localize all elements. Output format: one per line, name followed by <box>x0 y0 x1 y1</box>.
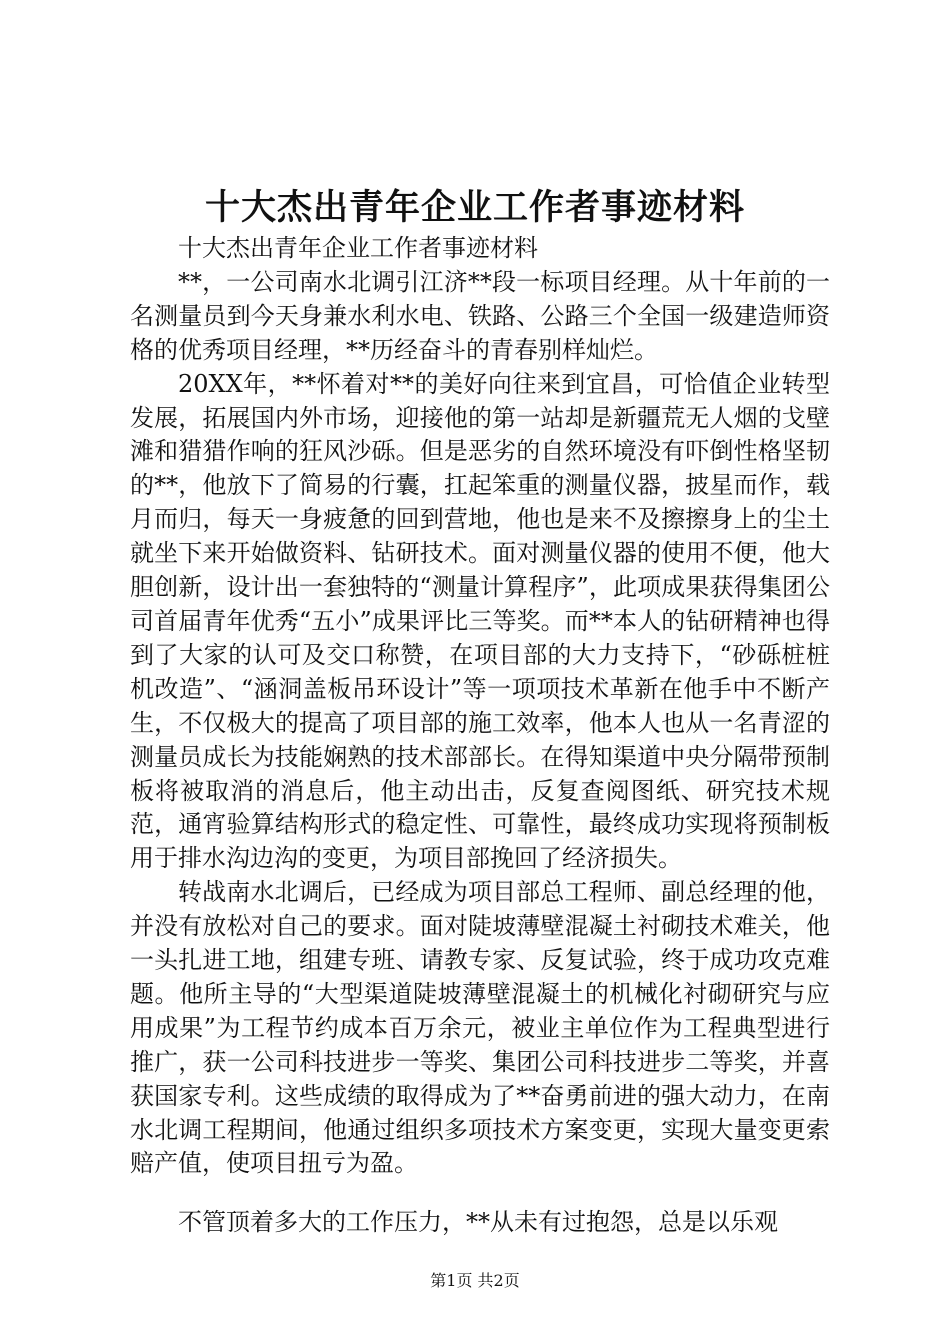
paragraph-pressure: 不管顶着多大的工作压力，**从未有过抱怨，总是以乐观 <box>178 1208 778 1237</box>
paragraph-intro: **，一公司南水北调引江济**段一标项目经理。从十年前的一名测量员到今天身兼水利水电、铁路、公路三个全国一级建造师资格的优秀项目经理，**历经奋斗的青春别样灿烂。 <box>130 267 830 364</box>
paragraph-south-north: 转战南水北调后，已经成为项目部总工程师、副总经理的他，并没有放松对自己的要求。面对陡坡薄壁混凝土衬砌技术难关，他一头扎进工地，组建专班、请教专家、反复试验，终于成功攻克难题。他所主导的“大型渠道陡坡薄壁混凝土的机械化衬砌研究与应用成果”为工程节约成本百万余元，被业主单位作为工程典型进行推广，获一公司科技进步一等奖、集团公司科技进步二等奖，并喜获国家专利。这些成绩的取得成为了**奋勇前进的强大动力，在南水北调工程期间，他通过组织多项技术方案变更，实现大量变更索赔产值，使项目扭亏为盈。 <box>130 878 830 1178</box>
paragraph-subtitle: 十大杰出青年企业工作者事迹材料 <box>178 234 538 262</box>
page-footer: 第1页 共2页 <box>430 1271 520 1290</box>
document-body <box>130 232 830 1240</box>
paragraph-xinjiang: 20XX年，**怀着对**的美好向往来到宜昌，可恰值企业转型发展，拓展国内外市场，迎接他的第一站却是新疆荒无人烟的戈壁滩和猎猎作响的狂风沙砾。但是恶劣的自然环境没有吓倒性格坚韧的**，他放下了简易的行囊，扛起笨重的测量仪器，披星而作，载月而归，每天一身疲惫的回到营地，他也是来不及擦擦身上的尘土就坐下来开始做资料、钻研技术。面对测量仪器的使用不便，他大胆创新，设计出一套独特的“测量计算程序”，此项成果获得集团公司首届青年优秀“五小”成果评比三等奖。而**本人的钻研精神也得到了大家的认可及交口称赞，在项目部的大力支持下，“砂砾桩桩机改造”、“涵洞盖板吊环设计”等一项项技术革新在他手中不断产生，不仅极大的提高了项目部的施工效率，他本人也从一名青涩的测量员成长为技能娴熟的技术部部长。在得知渠道中央分隔带预制板将被取消的消息后，他主动出击，反复查阅图纸、研究技术规范，通宵验算结构形式的稳定性、可靠性，最终成功实现将预制板用于排水沟边沟的变更，为项目部挽回了经济损失。 <box>130 369 830 873</box>
document-title: 十大杰出青年企业工作者事迹材料 <box>204 187 745 228</box>
